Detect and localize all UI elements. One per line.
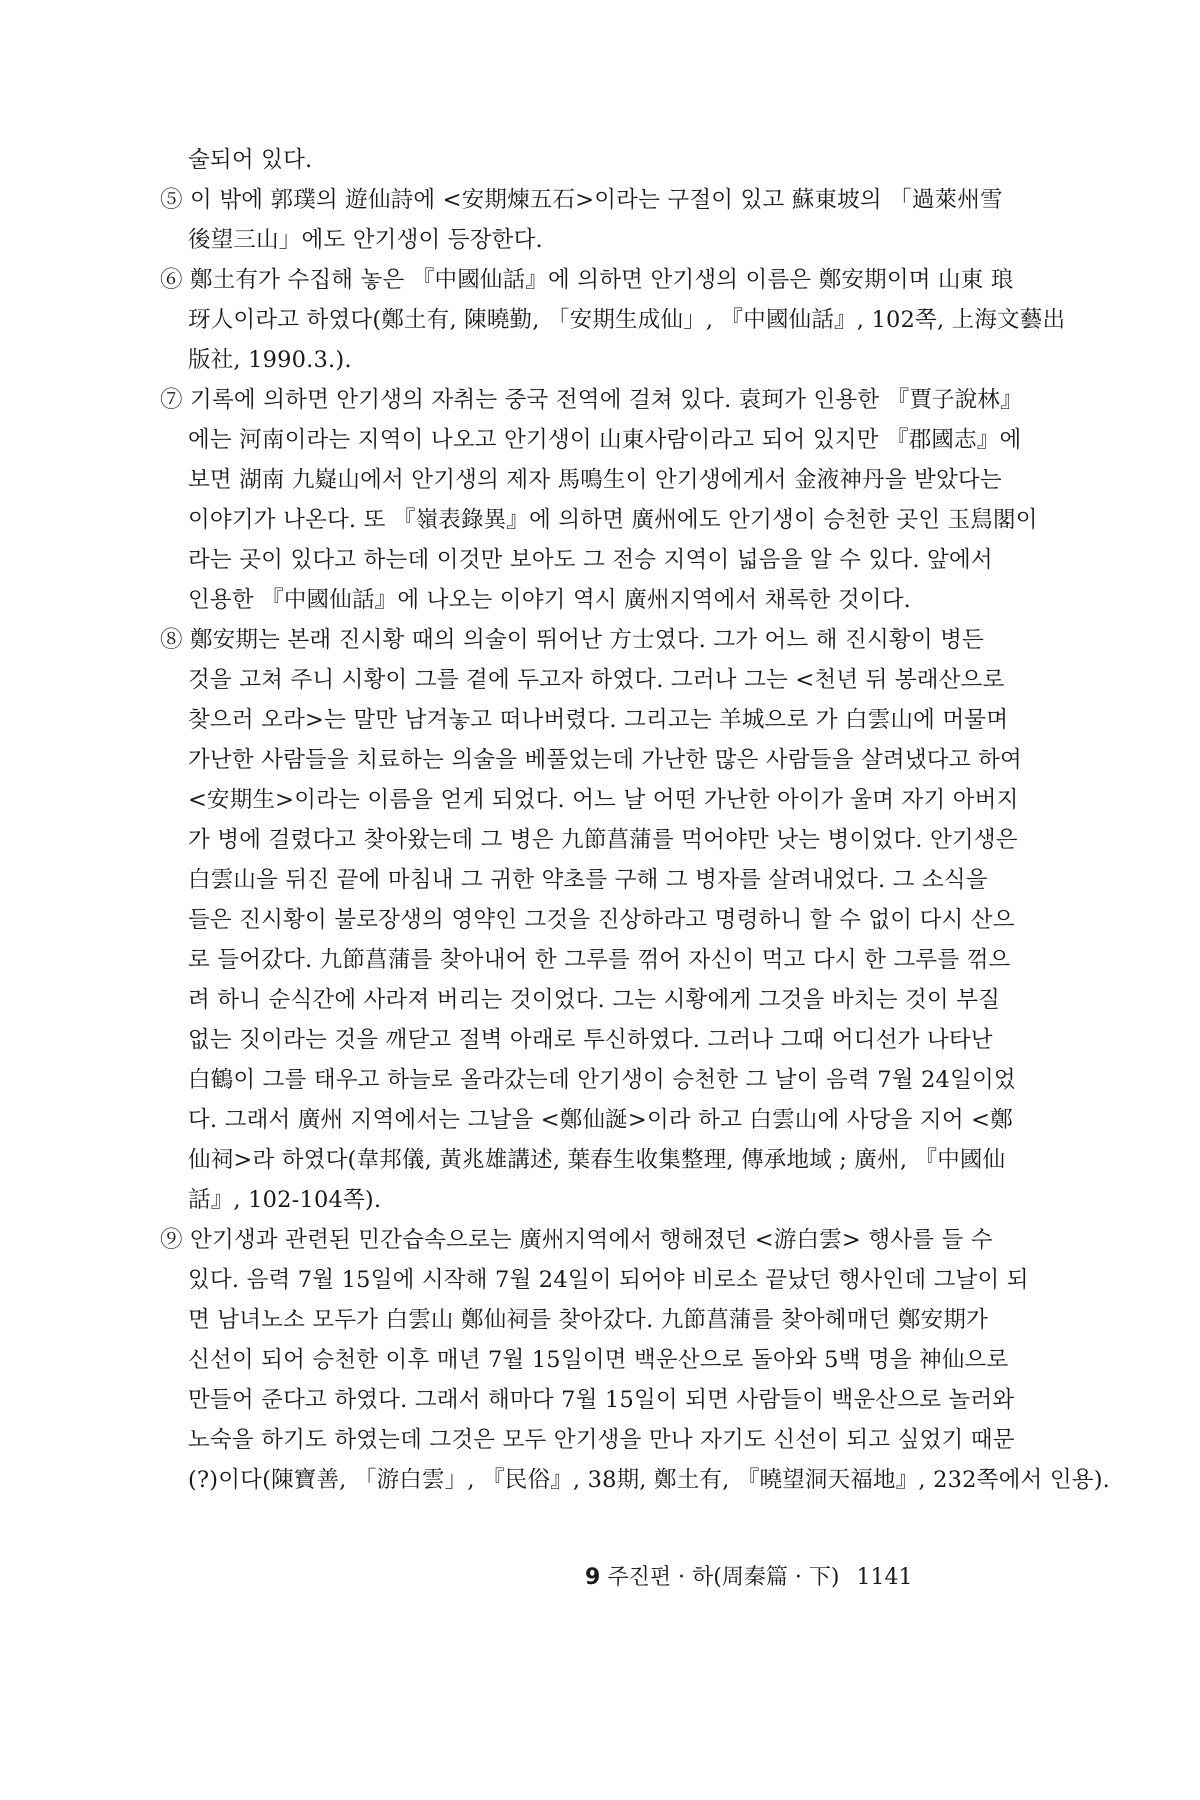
text-line: 仙祠>라 하였다(韋邦儀, 黃兆雄講述, 葉春生收集整理, 傳承地域 ; 廣州, 『中國仙 bbox=[188, 1147, 1006, 1173]
text-line: 신선이 되어 승천한 이후 매년 7월 15일이면 백운산으로 돌아와 5백 명을 神仙으로 bbox=[188, 1347, 1009, 1373]
text-line: ⑤ 이 밖에 郭璞의 遊仙詩에 <安期煉五石>이라는 구절이 있고 蘇東坡의 「過萊州雪 bbox=[160, 187, 1003, 213]
text-line: ⑨ 안기생과 관련된 민간습속으로는 廣州지역에서 행해졌던 <游白雲> 행사를 들 수 bbox=[160, 1227, 993, 1253]
text-line: 다. 그래서 廣州 지역에서는 그날을 <鄭仙誕>이라 하고 白雲山에 사당을 지어 <鄭 bbox=[188, 1107, 1013, 1133]
page-footer bbox=[585, 1563, 912, 1593]
text-line: 라는 곳이 있다고 하는데 이것만 보아도 그 전승 지역이 넓음을 알 수 있다. 앞에서 bbox=[188, 547, 993, 573]
text-line: <安期生>이라는 이름을 얻게 되었다. 어느 날 어떤 가난한 아이가 울며 자기 아버지 bbox=[188, 787, 1019, 813]
section-title: 주진편 · 하(周秦篇 · 下) bbox=[607, 1565, 840, 1590]
note-continuation bbox=[160, 140, 920, 180]
text-line: 白雲山을 뒤진 끝에 마침내 그 귀한 약초를 구해 그 병자를 살려내었다. 그 소식을 bbox=[188, 867, 988, 893]
text-line: 노숙을 하기도 하였는데 그것은 모두 안기생을 만나 자기도 신선이 되고 싶었기 때문 bbox=[188, 1427, 1015, 1453]
note-6 bbox=[160, 260, 1066, 380]
text-line: 話』, 102-104쪽). bbox=[188, 1187, 382, 1213]
text-line: 이야기가 나온다. 또 『嶺表錄異』에 의하면 廣州에도 안기생이 승천한 곳인 玉舃閣이 bbox=[188, 507, 1038, 533]
text-line: 玡人이라고 하였다(鄭土有, 陳曉勤, 「安期生成仙」, 『中國仙話』, 102쪽, 上海文藝出 bbox=[188, 307, 1066, 333]
note-7 bbox=[160, 380, 1038, 620]
text-line: 版社, 1990.3.). bbox=[188, 347, 352, 373]
text-line: ⑧ 鄭安期는 본래 진시황 때의 의술이 뛰어난 方士였다. 그가 어느 해 진시황이 병든 bbox=[160, 627, 985, 653]
text-line: 가난한 사람들을 치료하는 의술을 베풀었는데 가난한 많은 사람들을 살려냈다고 하여 bbox=[188, 747, 1022, 773]
text-line: 가 병에 걸렸다고 찾아왔는데 그 병은 九節菖蒲를 먹어야만 낫는 병이었다. 안기생은 bbox=[188, 827, 1018, 853]
text-line: 려 하니 순식간에 사라져 버리는 것이었다. 그는 시황에게 그것을 바치는 것이 부질 bbox=[188, 987, 1001, 1013]
page-number: 1141 bbox=[856, 1565, 913, 1590]
text-line: 들은 진시황이 불로장생의 영약인 그것을 진상하라고 명령하니 할 수 없이 다시 산으 bbox=[188, 907, 1015, 933]
text-line: (?)이다(陳寶善, 「游白雲」, 『民俗』, 38期, 鄭土有, 『曉望洞天福地』, 232쪽에서 인용). bbox=[188, 1467, 1111, 1493]
note-9 bbox=[160, 1220, 1111, 1500]
text-line: 술되어 있다. bbox=[188, 147, 313, 173]
footnotes-block bbox=[160, 140, 1111, 1500]
text-line: 없는 짓이라는 것을 깨닫고 절벽 아래로 투신하였다. 그러나 그때 어디선가 나타난 bbox=[188, 1027, 993, 1053]
text-line: 後望三山」에도 안기생이 등장한다. bbox=[188, 227, 543, 253]
text-line: ⑦ 기록에 의하면 안기생의 자취는 중국 전역에 걸쳐 있다. 袁珂가 인용한 『賈子說林』 bbox=[160, 387, 1023, 413]
text-line: 만들어 준다고 하였다. 그래서 해마다 7월 15일이 되면 사람들이 백운산으로 놀러와 bbox=[188, 1387, 1015, 1413]
text-line: 찾으러 오라>는 말만 남겨놓고 떠나버렸다. 그리고는 羊城으로 가 白雲山에 머물며 bbox=[188, 707, 1009, 733]
note-8 bbox=[160, 620, 1022, 1220]
text-line: 보면 湖南 九嶷山에서 안기생의 제자 馬鳴生이 안기생에게서 金液神丹을 받았다는 bbox=[188, 467, 1002, 493]
text-line: 있다. 음력 7월 15일에 시작해 7월 24일이 되어야 비로소 끝났던 행사인데 그날이 되 bbox=[188, 1267, 1029, 1293]
note-5 bbox=[160, 180, 1003, 260]
text-line: ⑥ 鄭土有가 수집해 놓은 『中國仙話』에 의하면 안기생의 이름은 鄭安期이며 山東 琅 bbox=[160, 267, 1014, 293]
text-line: 인용한 『中國仙話』에 나오는 이야기 역시 廣州지역에서 채록한 것이다. bbox=[188, 587, 911, 613]
text-line: 로 들어갔다. 九節菖蒲를 찾아내어 한 그루를 꺾어 자신이 먹고 다시 한 그루를 꺾으 bbox=[188, 947, 1011, 973]
text-line: 면 남녀노소 모두가 白雲山 鄭仙祠를 찾아갔다. 九節菖蒲를 찾아헤매던 鄭安期가 bbox=[188, 1307, 988, 1333]
text-line: 에는 河南이라는 지역이 나오고 안기생이 山東사람이라고 되어 있지만 『郡國志』에 bbox=[188, 427, 1022, 453]
volume-number: 9 bbox=[585, 1565, 601, 1590]
text-line: 白鶴이 그를 태우고 하늘로 올라갔는데 안기생이 승천한 그 날이 음력 7월 24일이었 bbox=[188, 1067, 1016, 1093]
text-line: 것을 고쳐 주니 시황이 그를 곁에 두고자 하였다. 그러나 그는 <천년 뒤 봉래산으로 bbox=[188, 667, 1005, 693]
